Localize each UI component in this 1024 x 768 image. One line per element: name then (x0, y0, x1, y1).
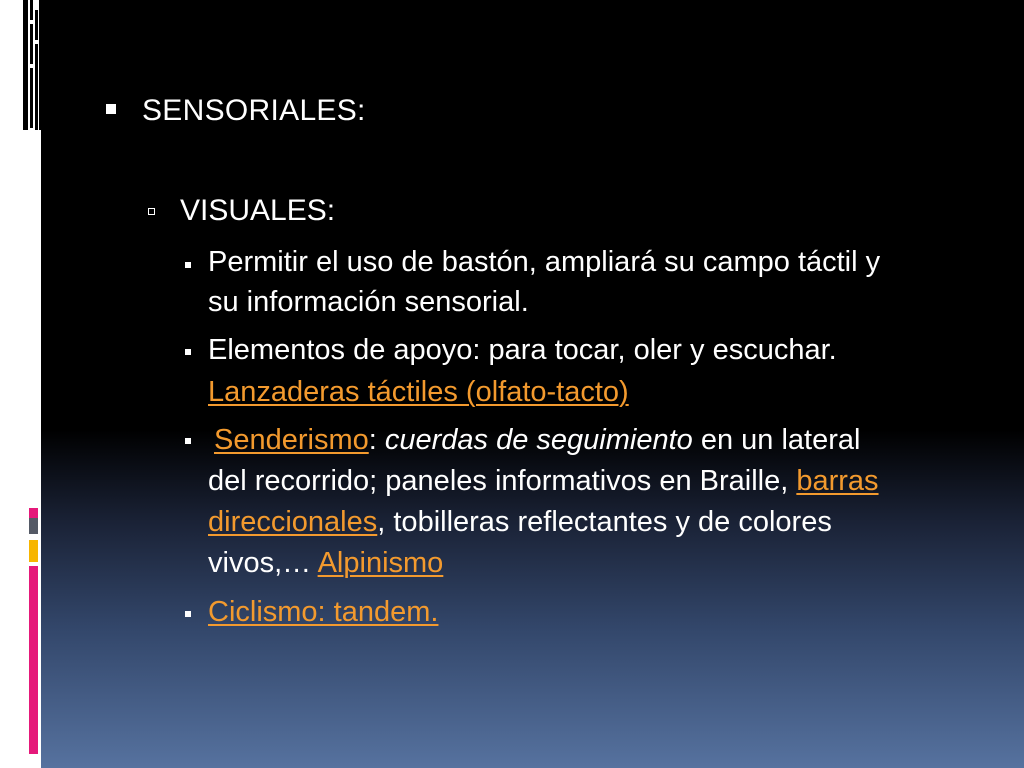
small-square-bullet-icon (185, 349, 191, 355)
item-1-line-2: su información sensorial. (208, 286, 529, 318)
item-3-line-2 (208, 465, 879, 498)
item-2-line-1: Elementos de apoyo: para tocar, oler y escuchar. (208, 334, 837, 366)
item-3-colon: : (368, 424, 377, 456)
item-4-line (208, 596, 438, 629)
item-3-line-4 (208, 547, 443, 580)
barras-link[interactable]: barras (796, 465, 879, 497)
item-3-line-4-text: vivos,… (208, 547, 318, 579)
item-3-line-3-text: , tobilleras reflectantes y de colores (377, 506, 832, 538)
item-1-line-1: Permitir el uso de bastón, ampliará su campo táctil y (208, 246, 881, 278)
item-3-line-3 (208, 506, 832, 539)
item-3-line-2-text: del recorrido; paneles informativos en Braille, (208, 465, 797, 497)
alpinismo-link[interactable]: Alpinismo (317, 547, 444, 579)
item-3-italic: cuerdas de seguimiento (384, 424, 693, 456)
small-square-bullet-icon (185, 611, 191, 617)
item-3-line-1 (214, 424, 860, 457)
item-2-link-lanzaderas[interactable] (208, 376, 629, 409)
slide-heading: SENSORIALES: (142, 94, 366, 127)
slide-subheading: VISUALES: (180, 194, 336, 227)
small-square-bullet-icon (185, 262, 191, 268)
item-3-rest-1: en un lateral (692, 424, 861, 456)
senderismo-link[interactable]: Senderismo (214, 424, 369, 456)
direccionales-link[interactable]: direccionales (208, 506, 378, 538)
hollow-square-bullet-icon (148, 208, 155, 215)
square-bullet-icon (106, 104, 116, 114)
ciclismo-link[interactable]: Ciclismo: tandem. (208, 596, 439, 628)
small-square-bullet-icon (185, 438, 191, 444)
lanzaderas-link[interactable]: Lanzaderas táctiles (olfato-tacto) (208, 376, 629, 408)
